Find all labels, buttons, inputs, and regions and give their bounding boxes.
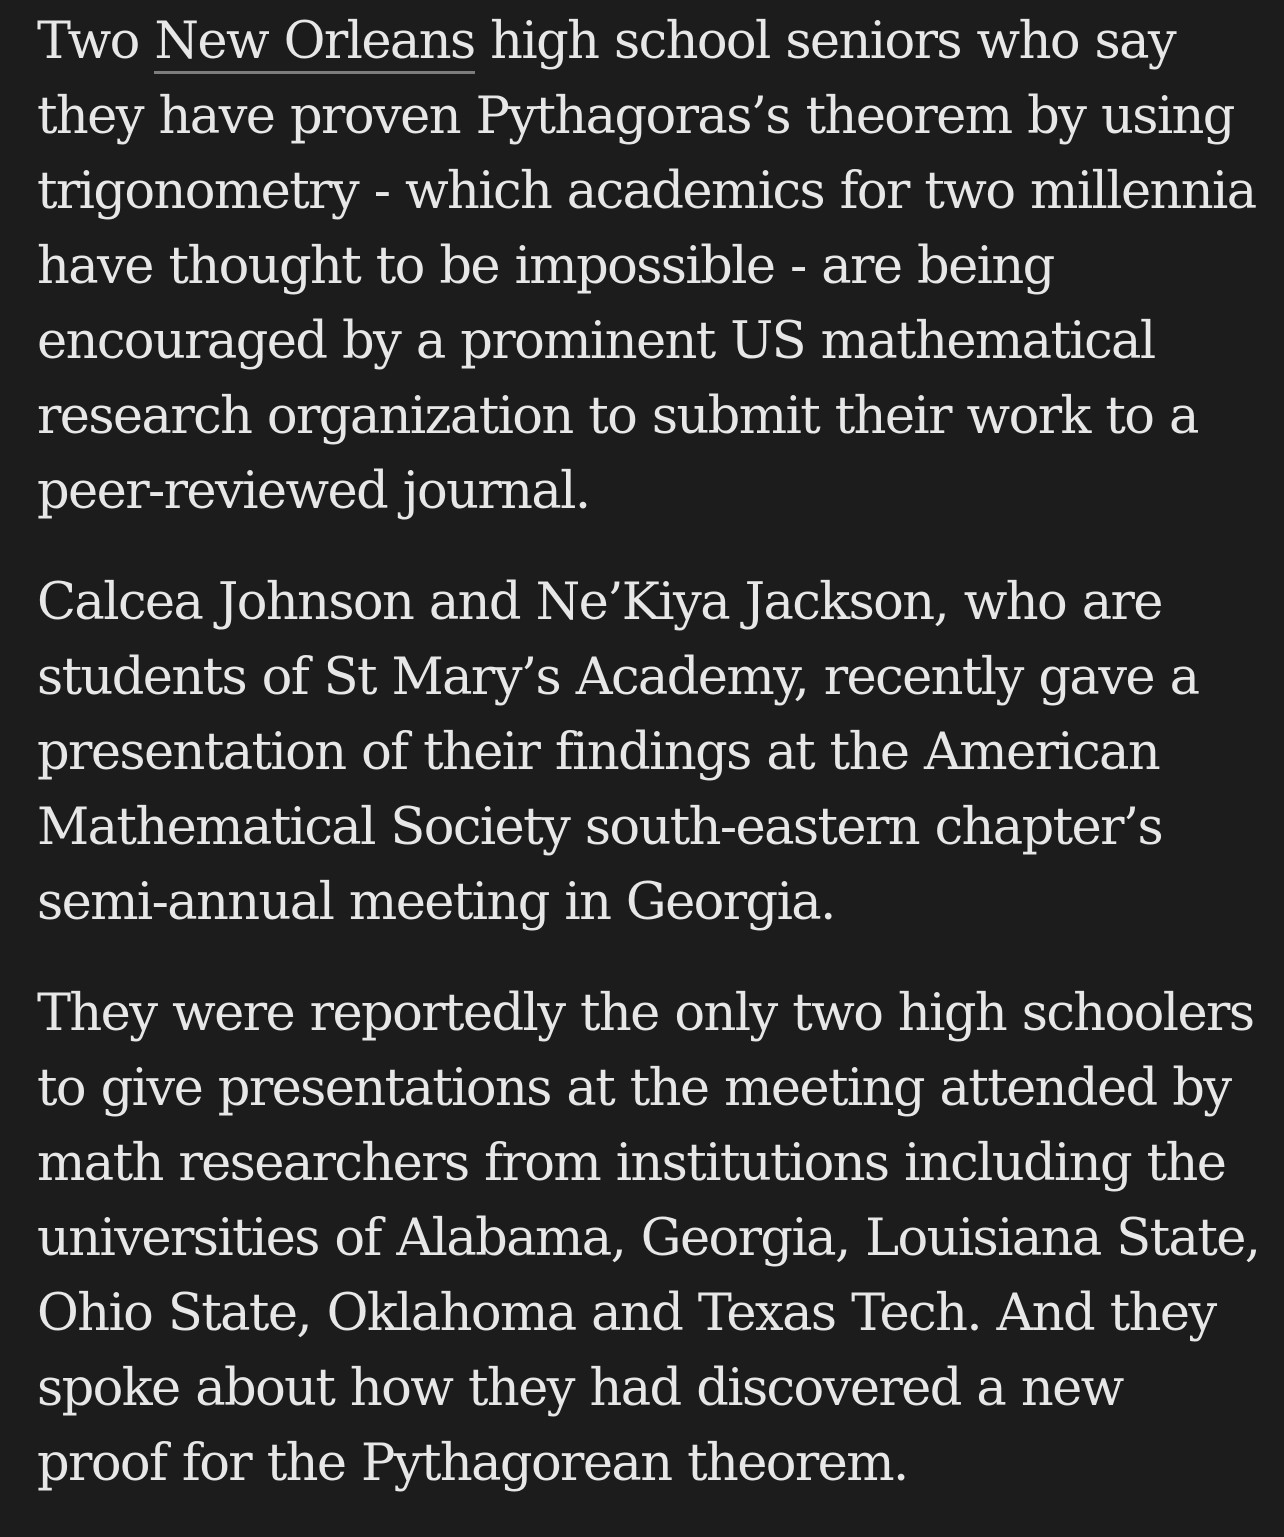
paragraph-1-lead: Two [37,12,155,71]
paragraph-1-rest: high school seniors who say they have proven Pythagoras’s theorem by using trigonometry - which academics for two millennia have thought to be impossible - are being encouraged by a prominent US mathematical research organization to submit their work to a peer-reviewed journal. [37,12,1256,521]
new-orleans-link[interactable]: New Orleans [154,12,474,74]
paragraph-2: Calcea Johnson and Ne’Kiya Jackson, who are students of St Mary’s Academy, recently gave a presentation of their findings at the American Mathematical Society south-eastern chapter’s semi-annual meeting in Georgia. [37,573,1199,932]
article-body [37,4,1267,1537]
paragraph-1 [37,4,1267,529]
paragraph-3: They were reportedly the only two high schoolers to give presentations at the meeting attended by math researchers from institutions including the universities of Alabama, Georgia, Louisiana State, Ohio State, Oklahoma and Texas Tech. And they spoke about how they had discovered a new proof for the Pythagorean theorem. [37,984,1260,1493]
